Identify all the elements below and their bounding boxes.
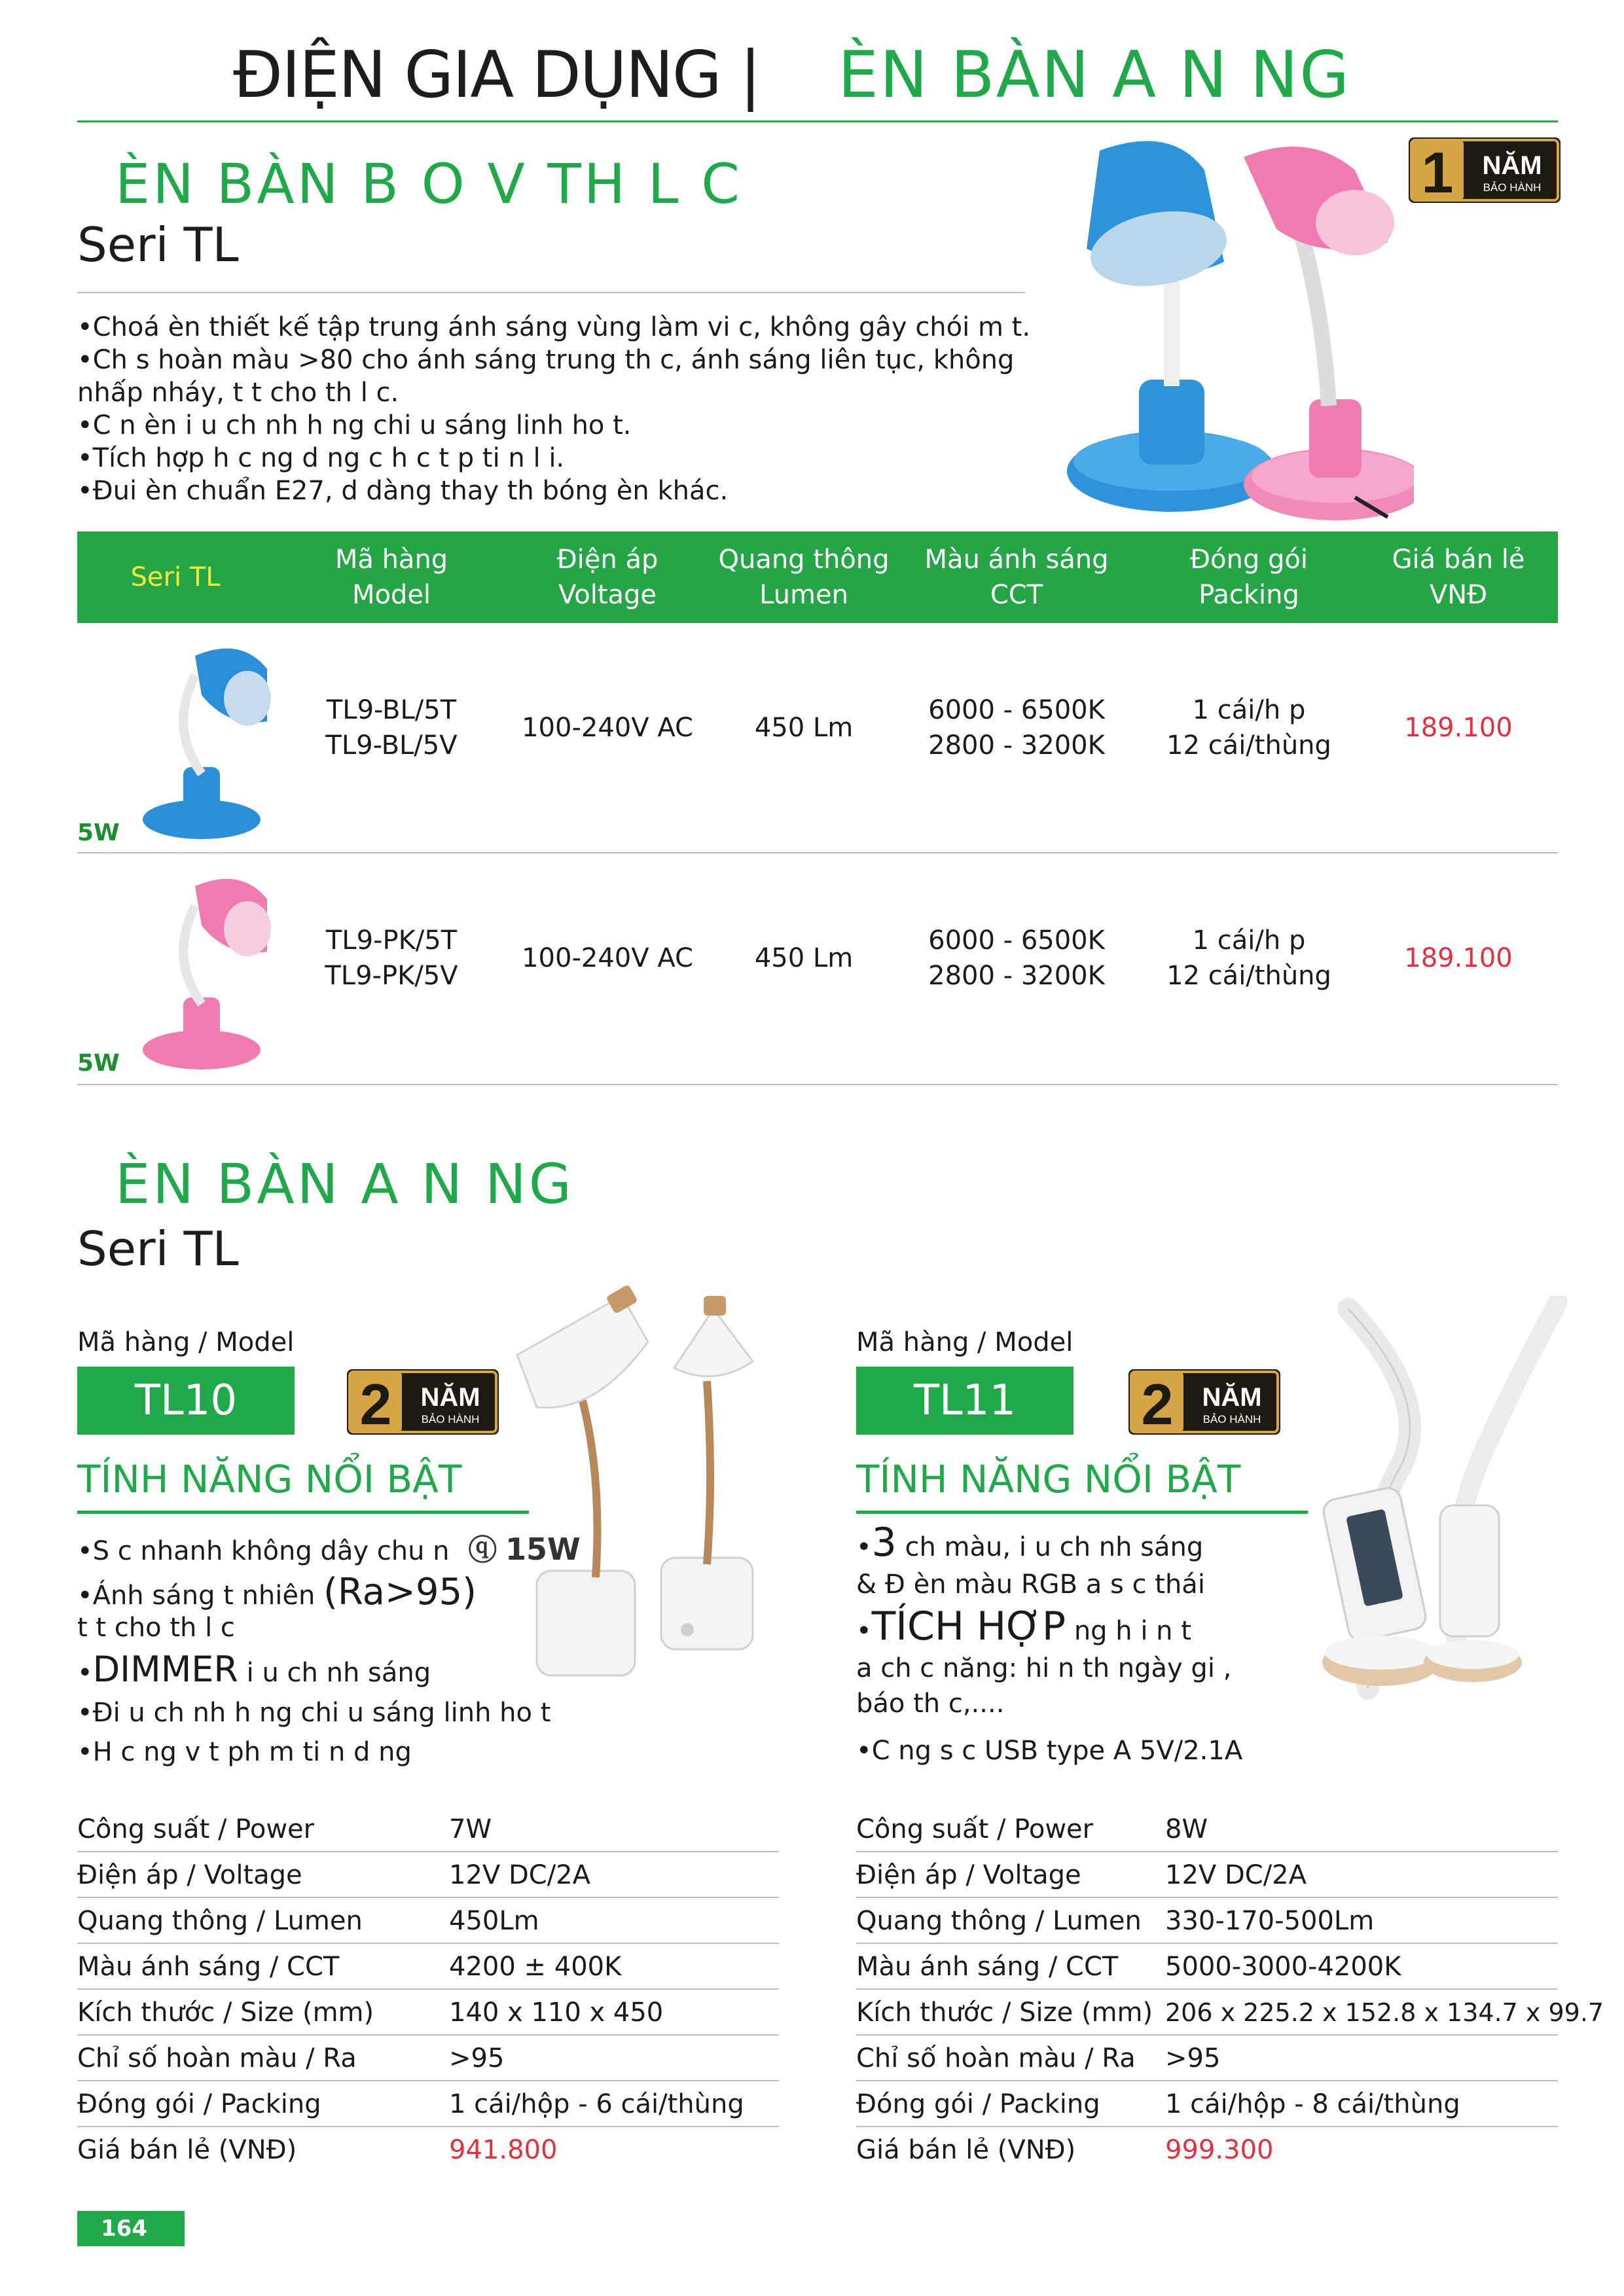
section1-feature-list [77,311,1030,507]
model-cell: TL9-BL/5T TL9-BL/5V [325,695,458,761]
lamp-thumbnail-pink [130,860,287,1069]
model-label: Mã hàng / Model [77,1327,295,1357]
spec-row: Kích thước / Size (mm) 206 x 225.2 x 152.8 x 134.7 x 99.7 [856,1990,1558,2036]
warranty-badge-1-year [1409,137,1561,203]
tl10-lamp-image [511,1283,799,1702]
col-model: Mã hàng Model [334,545,448,610]
lamp-thumbnail-blue [130,630,287,839]
spec-row: Đóng gói / Packing 1 cái/hộp - 6 cái/thùng [77,2081,779,2127]
col-voltage: Điện áp Voltage [556,545,659,610]
feature-line: nhấp nháy, t t cho th l c. [77,378,399,408]
voltage-cell: 100-240V AC [522,943,693,973]
feature-line: •3 ch màu, i u ch nh sáng [856,1520,1204,1566]
page-header [0,33,1624,118]
category-title: ĐIỆN GIA DỤNG | [233,38,760,113]
feature-line: •H c ng v t ph m ti n d ng [77,1737,412,1767]
feature-line: a ch c năng: hi n th ngày gi , [856,1653,1232,1683]
packing-cell: 1 cái/h p 12 cái/thùng [1166,695,1331,761]
section1-series: Seri TL [77,217,239,272]
lumen-cell: 450 Lm [754,943,854,973]
hero-lamps-image [1047,131,1414,524]
col-series: Seri TL [130,562,221,592]
feature-line: •C ng s c USB type A 5V/2.1A [856,1736,1243,1766]
spec-table-header [77,531,1558,623]
spec-row: Quang thông / Lumen 330-170-500Lm [856,1898,1558,1944]
section2-title: ÈN BÀN A N NG [115,1152,574,1216]
feature-line: •Đi u ch nh h ng chi u sáng linh ho t [77,1698,551,1728]
model-badge-tl10: TL10 [77,1367,295,1435]
features-title: TÍNH NĂNG NỔI BẬT [77,1457,462,1501]
feature-line: •Ch s hoàn màu >80 cho ánh sáng trung th c, ánh sáng liên tục, không [77,345,1015,375]
feature-line: •TÍCH HỢP ng h i n t [856,1604,1191,1649]
wattage-label: 5W [77,1050,120,1077]
feature-line: & Đ èn màu RGB a s c thái [856,1570,1205,1600]
tl10-feature-list [77,1532,581,1774]
page-title: ÈN BÀN A N NG [838,38,1351,113]
warranty-word: NĂM [1202,1383,1262,1412]
warranty-word: NĂM [1482,151,1542,180]
feature-line: •Tích hợp h c ng d ng c h c t p ti n l i. [77,443,565,473]
tl11-spec-list [856,1806,1604,2173]
price-cell: 189.100 [1404,713,1513,743]
row-divider [77,1084,1558,1085]
feature-line: •S c nhanh không dây chu n ⓠ 15W [77,1532,581,1567]
header-divider [77,120,1558,122]
spec-row: Giá bán lẻ (VNĐ) 999.300 [856,2135,1274,2165]
warranty-badge-2-year [1128,1369,1280,1435]
voltage-cell: 100-240V AC [522,713,693,743]
warranty-badge-2-year [347,1369,499,1435]
table-row [77,623,1558,852]
feature-line: •Choá èn thiết kế tập trung ánh sáng vùng làm vi c, không gây chói m t. [77,312,1031,342]
packing-cell: 1 cái/h p 12 cái/thùng [1166,925,1331,991]
features-underline [856,1511,1308,1514]
feature-line: •Ánh sáng t nhiên (Ra>95) [77,1571,477,1613]
spec-row: Công suất / Power 8W [856,1806,1558,1852]
feature-line: •DIMMER i u ch nh sáng [77,1649,431,1690]
warranty-sub: BẢO HÀNH [1483,181,1542,194]
page-number: 164 [77,2211,185,2246]
spec-row: Quang thông / Lumen 450Lm [77,1898,779,1944]
tl11-lamp-image [1309,1296,1571,1715]
price-cell: 189.100 [1404,943,1513,973]
col-packing: Đóng gói Packing [1190,545,1308,610]
col-lumen: Quang thông Lumen [718,545,890,610]
cct-cell: 6000 - 6500K 2800 - 3200K [928,695,1105,761]
warranty-number: 2 [1141,1372,1174,1435]
tl10-spec-list [77,1806,779,2173]
feature-line: •Đui èn chuẩn E27, d dàng thay th bóng èn khác. [77,476,729,506]
spec-row: Chỉ số hoàn màu / Ra >95 [77,2036,779,2081]
spec-row: Màu ánh sáng / CCT 4200 ± 400K [77,1944,779,1990]
spec-row: Đóng gói / Packing 1 cái/hộp - 8 cái/thùng [856,2081,1558,2127]
section2-series: Seri TL [77,1221,239,1276]
feature-line: •C n èn i u ch nh h ng chi u sáng linh ho t. [77,410,632,440]
warranty-sub: BẢO HÀNH [421,1413,480,1426]
tl11-feature-list [856,1520,1243,1768]
spec-row: Công suất / Power 7W [77,1806,779,1852]
col-price: Giá bán lẻ VNĐ [1392,545,1525,610]
col-cct: Màu ánh sáng CCT [924,545,1109,610]
spec-row: Điện áp / Voltage 12V DC/2A [856,1852,1558,1898]
feature-line: báo th c,.... [856,1689,1005,1719]
section1-divider [77,292,1025,293]
features-underline [77,1511,529,1514]
spec-row: Màu ánh sáng / CCT 5000-3000-4200K [856,1944,1558,1990]
model-cell: TL9-PK/5T TL9-PK/5V [325,925,458,991]
table-row [77,853,1558,1083]
warranty-word: NĂM [420,1383,480,1412]
section1-title: ÈN BÀN B O V TH L C [115,152,742,216]
qi-charging-icon: ⓠ [468,1534,497,1567]
spec-row: Giá bán lẻ (VNĐ) 941.800 [77,2135,558,2165]
spec-row: Kích thước / Size (mm) 140 x 110 x 450 [77,1990,779,2036]
spec-row: Điện áp / Voltage 12V DC/2A [77,1852,779,1898]
model-label: Mã hàng / Model [856,1327,1074,1357]
warranty-number: 1 [1421,140,1454,203]
feature-line: t t cho th l c [77,1613,235,1643]
wattage-label: 5W [77,819,120,846]
lumen-cell: 450 Lm [754,713,854,743]
warranty-number: 2 [359,1372,392,1435]
model-badge-tl11: TL11 [856,1367,1074,1435]
cct-cell: 6000 - 6500K 2800 - 3200K [928,925,1105,991]
features-title: TÍNH NĂNG NỔI BẬT [856,1457,1241,1501]
warranty-sub: BẢO HÀNH [1202,1413,1261,1426]
spec-row: Chỉ số hoàn màu / Ra >95 [856,2036,1558,2081]
